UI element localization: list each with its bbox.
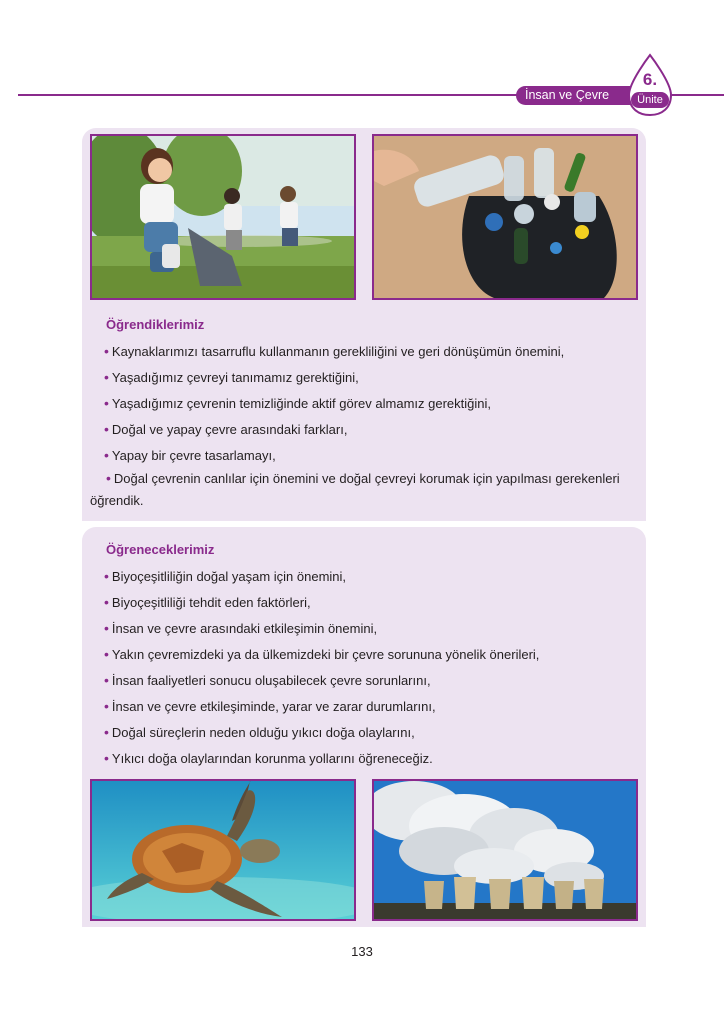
to-learn-list: [104, 567, 644, 775]
photo-sea-turtle: [90, 779, 356, 921]
photo-power-plant-emissions: [372, 779, 638, 921]
list-item: • Kaynaklarımızı tasarruflu kullanmanın gerekliliğini ve geri dönüşümün önemini,: [104, 343, 565, 359]
photo-plastic-bottles-bag: [372, 134, 638, 300]
list-item: • Yakın çevremizdeki ya da ülkemizdeki bir çevre sorununa yönelik önerileri,: [104, 646, 540, 662]
unit-label: Ünite: [631, 92, 669, 108]
to-learn-title: Öğreneceklerimiz: [106, 542, 215, 557]
list-item: • Yaşadığımız çevrenin temizliğinde aktif görev almamız gerektiğini,: [104, 395, 491, 411]
unit-number: 6.: [642, 70, 658, 89]
list-item: • Doğal ve yapay çevre arasındaki farkları,: [104, 421, 348, 437]
learned-last-item: • Doğal çevrenin canlılar için önemini ve doğal çevreyi korumak için yapılması gerekenleri öğrendik.: [90, 470, 620, 508]
learned-list: [104, 342, 644, 472]
list-item: • Biyoçeşitliliğin doğal yaşam için önemini,: [104, 568, 347, 584]
list-item: • Doğal süreçlerin neden olduğu yıkıcı doğa olaylarını,: [104, 724, 415, 740]
page-number: 133: [351, 944, 373, 959]
list-item: • İnsan faaliyetleri sonucu oluşabilecek çevre sorunlarını,: [104, 672, 431, 688]
list-item: • İnsan ve çevre etkileşiminde, yarar ve zarar durumlarını,: [104, 698, 436, 714]
list-item: • İnsan ve çevre arasındaki etkileşimin önemini,: [104, 620, 378, 636]
photo-children-collecting-litter: [90, 134, 356, 300]
learned-title: Öğrendiklerimiz: [106, 317, 205, 332]
list-item: • Yapay bir çevre tasarlamayı,: [104, 447, 276, 463]
list-item: • Biyoçeşitliliği tehdit eden faktörleri,: [104, 594, 311, 610]
list-item: • Yaşadığımız çevreyi tanımamız gerektiğini,: [104, 369, 359, 385]
chapter-title: İnsan ve Çevre: [516, 86, 632, 105]
list-item: • Yıkıcı doğa olaylarından korunma yollarını öğreneceğiz.: [104, 750, 433, 766]
